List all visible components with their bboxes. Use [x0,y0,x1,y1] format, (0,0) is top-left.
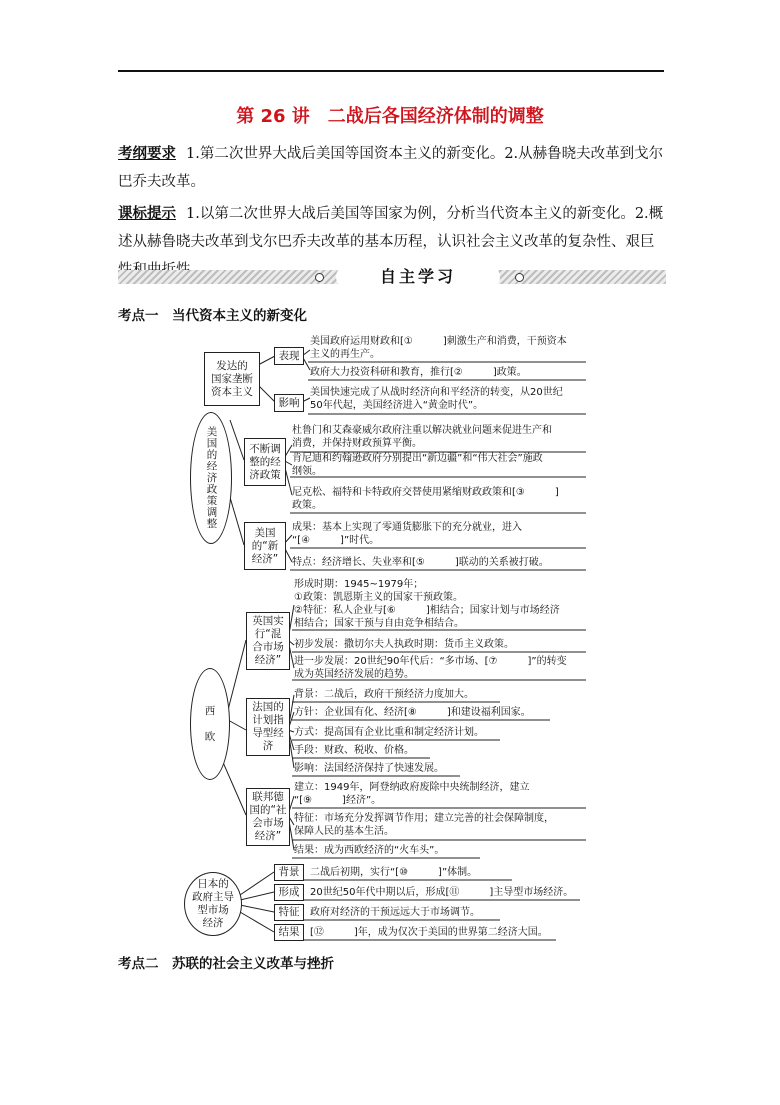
us-monopoly-capitalism-box: 发达的 国家垄断 资本主义 [204,352,260,406]
us-new-economy-feature: 特点：经济增长、失业率和[⑤ ]联动的关系被打破。 [292,557,549,568]
curriculum-hints-text: 1.以第二次世界大战后美国等国家为例，分析当代资本主义的新变化。2.概述从赫鲁晓夫改革到戈尔巴乔夫改革的基本历程，认识社会主义改革的复杂性、艰巨 [118,206,664,250]
us-new-economy-box: 美国 的“新 经济” [244,522,286,570]
uk-mixed-economy-box: 英国实 行“混 合市场 经济” [246,612,290,670]
us-impact-text: 美国快速完成了从战时经济向和平经济的转变，从20世纪 50年代起，美国经济进入“黄金时代”。 [310,387,563,411]
japan-result-text: [⑫ ]年，成为仅次于美国的世界第二经济大国。 [310,927,548,938]
japan-background-node: 背景 [274,864,304,881]
japan-result-node: 结果 [274,924,304,941]
uk-further-development: 进一步发展：20世纪90年代后：“多市场、[⑦ ]”的转变 成为英国经济发展的趋势。 [294,656,567,680]
japan-formation-text: 20世纪50年代中期以后，形成[⑪ ]主导型市场经济。 [310,887,574,898]
japan-formation-node: 形成 [274,884,304,901]
france-impact: 影响：法国经济保持了快速发展。 [294,763,444,774]
france-planned-economy-box: 法国的 计划指 导型经 济 [246,698,290,756]
japan-feature-text: 政府对经济的干预远远大于市场调节。 [310,907,480,918]
japan-economy-oval: 日本的 政府主导 型市场 经济 [184,872,242,936]
france-method: 方式：提高国有企业比重和制定经济计划。 [294,727,484,738]
page-title: 第 26 讲 二战后各国经济体制的调整 [236,106,544,127]
france-background: 背景：二战后，政府干预经济力度加大。 [294,689,474,700]
curriculum-hints-label: 课标提示 [118,205,176,222]
germany-establishment: 建立：1949年，阿登纳政府废除中央统制经济，建立 “[⑨ ]经济”。 [294,782,530,806]
exam-requirements-text: 1.第二次世界大战后美国等国资本主义的新变化。2.从赫鲁晓夫改革到戈尔巴乔夫改革。 [118,146,664,190]
us-truman-eisenhower: 杜鲁门和艾森豪威尔政府注重以解决就业问题来促进生产和 消费，并保持财政预算平衡。 [292,425,552,449]
germany-feature: 特征：市场充分发挥调节作用；建立完善的社会保障制度， 保障人民的基本生活。 [294,813,554,837]
germany-result: 结果：成为西欧经济的“火车头”。 [294,845,445,856]
france-policy: 方针：企业国有化、经济[⑧ ]和建设福利国家。 [294,707,531,718]
us-nixon-ford-carter: 尼克松、福特和卡特政府交替使用紧缩财政政策和[③ ] 政策。 [292,487,559,511]
us-new-economy-result: 成果：基本上实现了零通货膨胀下的充分就业，进入 “[④ ]”时代。 [292,522,522,546]
section-two-heading: 考点二 苏联的社会主义改革与挫折 [118,956,334,972]
us-performance-node: 表现 [274,347,304,365]
uk-formation: 形成时期：1945~1979年； ①政策：凯恩斯主义的国家干预政策。 ②特征：私人企业与[⑥ ]相结合；国家计划与市场经济 相结合；国家干预与自由竞争相结合。 [294,579,560,629]
western-europe-oval: 西 欧 [190,668,230,780]
us-performance-research: 政府大力投资科研和教育，推行[② ]政策。 [310,367,527,378]
japan-background-text: 二战后初期，实行“[⑩ ]”体制。 [310,867,478,878]
uk-initial-development: 初步发展：撒切尔夫人执政时期：货币主义政策。 [294,639,514,650]
us-adjusting-policy-box: 不断调 整的经 济政策 [244,438,286,486]
us-kennedy-johnson: 肯尼迪和约翰逊政府分别提出“新边疆”和“伟大社会”施政 纲领。 [292,453,543,477]
us-performance-fiscal: 美国政府运用财政和[① ]刺激生产和消费，干预资本 主义的再生产。 [310,336,567,360]
us-policy-oval: 美国的经济政策调整 [190,412,232,544]
section-one-heading: 考点一 当代资本主义的新变化 [118,308,307,324]
japan-feature-node: 特征 [274,904,304,921]
france-means: 手段：财政、税收、价格。 [294,745,414,756]
exam-requirements-label: 考纲要求 [118,145,176,162]
germany-social-market-box: 联邦德 国的“社 会市场 经济” [246,788,290,846]
us-impact-node: 影响 [274,394,304,412]
banner-title: 自主学习 [336,265,500,289]
